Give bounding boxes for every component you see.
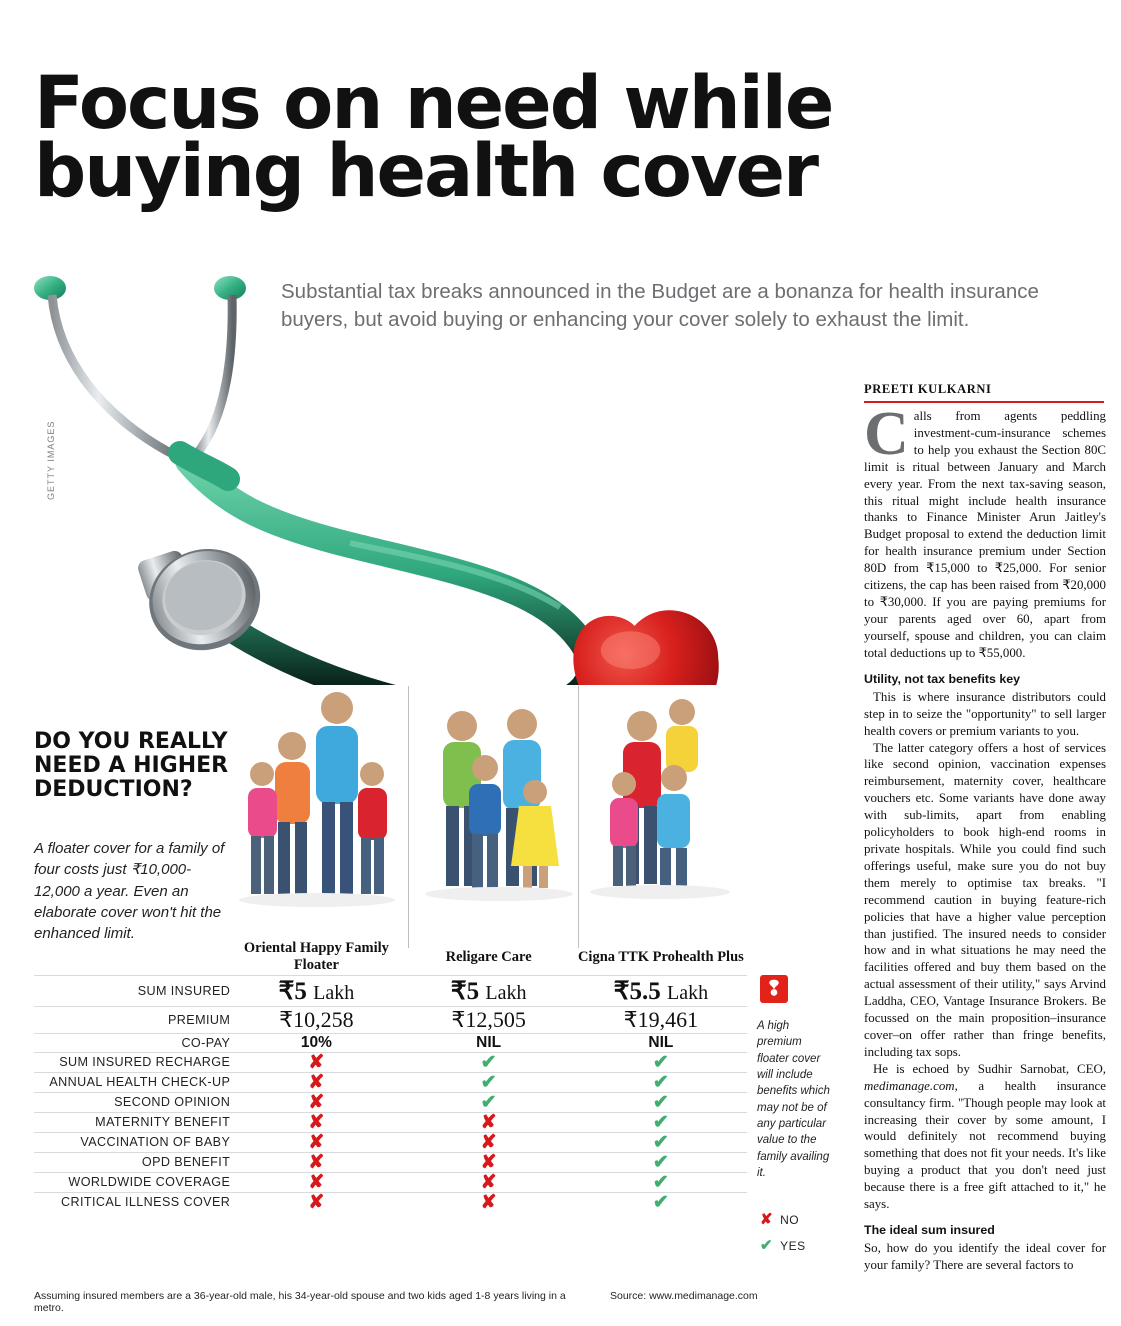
- brand-header-2: Religare Care: [445, 948, 532, 965]
- table-cell: ₹10,258: [230, 1006, 402, 1033]
- table-cell: [575, 975, 747, 1006]
- sum-insured-unit: Lakh: [667, 981, 709, 1004]
- check-icon: ✔: [575, 1172, 747, 1192]
- table-row: [34, 1033, 747, 1052]
- panel-title: DO YOU REALLY NEED A HIGHER DEDUCTION?: [34, 729, 229, 802]
- table-cell: [403, 975, 575, 1006]
- article-paragraph-4: [864, 1061, 1106, 1213]
- row-label: VACCINATION OF BABY: [34, 1132, 230, 1152]
- photo-credit: GETTY IMAGES: [46, 420, 56, 500]
- table-row: [34, 975, 747, 1006]
- check-icon: ✔: [403, 1052, 575, 1072]
- page-headline: Focus on need while buying health cover: [34, 61, 833, 214]
- cross-icon: ✘: [230, 1112, 402, 1132]
- row-label: SECOND OPINION: [34, 1092, 230, 1112]
- table-cell: NIL: [575, 1033, 747, 1052]
- article-subhead-2: The ideal sum insured: [864, 1222, 995, 1237]
- comparison-table: [34, 940, 747, 1212]
- stethoscope-illustration: [20, 255, 850, 685]
- legend-no-label: NO: [780, 1213, 800, 1227]
- table-row: [34, 1152, 747, 1172]
- article-paragraph-3: The latter category offers a host of services like second opinion, vaccination expenses reimbursement, maternity cover, healthcare vouchers etc. Some variants have done away with sub-limits, apart from enabling policyholders to book high-end rooms in private hospitals. While you could find such offerings useful, make sure you do not buy them merely to optimise tax breaks. "I recommend caution in buying feature-rich policies that have a higher value perception than justified. The insured needs to consider how and in what situations he may need the facilities offered and buy them based on the actual assessment of their utility," says Arvind Laddha, CEO, Vantage Insurance Brokers. Be focussed on the main proposition–insurance cover–on offer rather than fringe benefits, including tax sops.: [864, 740, 1106, 1059]
- sum-insured-amount: ₹5: [278, 977, 307, 1005]
- hero-image: [20, 255, 850, 685]
- cross-icon: ✘: [403, 1192, 575, 1212]
- cross-icon: ✘: [230, 1052, 402, 1072]
- row-label: CRITICAL ILLNESS COVER: [34, 1192, 230, 1212]
- article-paragraph-5: So, how do you identify the ideal cover for your family? There are several factors to: [864, 1241, 1106, 1273]
- cross-icon: ✘: [403, 1152, 575, 1172]
- families-illustration: [232, 686, 747, 946]
- cross-icon: ✘: [403, 1112, 575, 1132]
- table-row: [34, 1006, 747, 1033]
- legend-yes: [760, 1236, 806, 1254]
- table-source: Source: www.medimanage.com: [610, 1290, 758, 1302]
- check-icon: ✔: [575, 1132, 747, 1152]
- table-cell: ₹19,461: [575, 1006, 747, 1033]
- row-label: SUM INSURED RECHARGE: [34, 1052, 230, 1072]
- article-para-1-text: alls from agents peddling investment-cum-insurance schemes to help you exhaust the Section 80C limit is ritual between January and March every year. From the next tax-saving season, this ritual might include health insurance thanks to Finance Minister Arun Jaitley's Budget proposal to extend the deduction limit for health insurance premium under Section 80D from ₹15,000 to ₹25,000. For senior citizens, the cap has been raised from ₹20,000 to ₹30,000. If you are paying premiums for your parents aged over 60, apart from yourself, spouse and children, you can claim total deductions up to ₹55,000.: [864, 409, 1106, 660]
- row-label: CO-PAY: [34, 1033, 230, 1052]
- check-icon: ✔: [760, 1237, 774, 1254]
- table-cell: 10%: [230, 1033, 402, 1052]
- cross-icon: ✘: [230, 1072, 402, 1092]
- table-cell: [230, 975, 402, 1006]
- check-icon: ✔: [575, 1152, 747, 1172]
- article-para-4-a: He is echoed by Sudhir Sarnobat, CEO,: [873, 1061, 1106, 1076]
- cross-icon: ✘: [230, 1132, 402, 1152]
- check-icon: ✔: [575, 1072, 747, 1092]
- article-body: [864, 400, 1106, 1274]
- table-row: [34, 1112, 747, 1132]
- table-cell: ₹12,505: [403, 1006, 575, 1033]
- table-row: [34, 1192, 747, 1212]
- legend-no: [760, 1210, 806, 1228]
- brand-header-1: Oriental Happy Family Floater: [243, 940, 389, 974]
- sum-insured-amount: ₹5.5: [613, 977, 661, 1005]
- table-row: [34, 1072, 747, 1092]
- standfirst: Substantial tax breaks announced in the Budget are a bonanza for health insurance buyers, but avoid buying or enhancing your cover solely to exhaust the limit.: [281, 280, 1039, 331]
- article-para-4-italic: medimanage.com: [864, 1078, 955, 1093]
- panel-subtitle: A floater cover for a family of four costs just ₹10,000-12,000 a year. Even an elaborate cover won't hit the enhanced limit.: [34, 840, 225, 943]
- cross-icon: ✘: [230, 1172, 402, 1192]
- byline: PREETI KULKARNI: [864, 382, 1104, 403]
- row-label: WORLDWIDE COVERAGE: [34, 1172, 230, 1192]
- check-icon: ✔: [403, 1092, 575, 1112]
- table-row: [34, 1172, 747, 1192]
- table-corner: [34, 940, 230, 975]
- article-paragraph-1: [864, 400, 1106, 662]
- sidenote-text: A high premium floater cover will include benefits which may not be of any particular value to the family availing it.: [757, 1020, 830, 1179]
- cross-icon: ✘: [403, 1172, 575, 1192]
- cross-icon: ✘: [760, 1211, 774, 1228]
- table-footnote: Assuming insured members are a 36-year-old male, his 34-year-old spouse and two kids aged 1-8 years living in a metro.: [34, 1290, 566, 1314]
- check-icon: ✔: [575, 1112, 747, 1132]
- table-cell: NIL: [403, 1033, 575, 1052]
- cross-icon: ✘: [403, 1132, 575, 1152]
- brand-header-3: Cigna TTK Prohealth Plus: [577, 948, 744, 965]
- legend-yes-label: YES: [780, 1239, 806, 1253]
- row-label: SUM INSURED: [34, 975, 230, 1006]
- article-para-4-b: , a health insurance consultancy firm. "Though people may look at increasing their cover by some amount, I would definitely not recommend buying something that does not fit your needs. It's like buying a product that you don't need just because there is a free gift attached to it," he says.: [864, 1078, 1106, 1212]
- dropcap: C: [864, 400, 909, 468]
- check-icon: ✔: [575, 1092, 747, 1112]
- check-icon: ✔: [403, 1072, 575, 1092]
- cross-icon: ✘: [230, 1152, 402, 1172]
- row-label: MATERNITY BENEFIT: [34, 1112, 230, 1132]
- check-icon: ✔: [575, 1052, 747, 1072]
- check-icon: ✔: [575, 1192, 747, 1212]
- row-label: OPD BENEFIT: [34, 1152, 230, 1172]
- family-photo-strip: [232, 686, 747, 946]
- article-subhead-1: Utility, not tax benefits key: [864, 671, 1021, 686]
- table-row: [34, 1092, 747, 1112]
- table-legend: [760, 1210, 806, 1262]
- article-paragraph-2: This is where insurance distributors could step in to seize the "opportunity" to sell larger health covers or premium variants to you.: [864, 689, 1106, 738]
- sum-insured-amount: ₹5: [450, 977, 480, 1005]
- quote-icon: ❢: [760, 975, 788, 1003]
- sum-insured-unit: Lakh: [485, 981, 527, 1004]
- table-row: [34, 1132, 747, 1152]
- sum-insured-unit: Lakh: [313, 981, 355, 1004]
- row-label: ANNUAL HEALTH CHECK-UP: [34, 1072, 230, 1092]
- cross-icon: ✘: [230, 1192, 402, 1212]
- table-row: [34, 1052, 747, 1072]
- row-label: PREMIUM: [34, 1006, 230, 1033]
- cross-icon: ✘: [230, 1092, 402, 1112]
